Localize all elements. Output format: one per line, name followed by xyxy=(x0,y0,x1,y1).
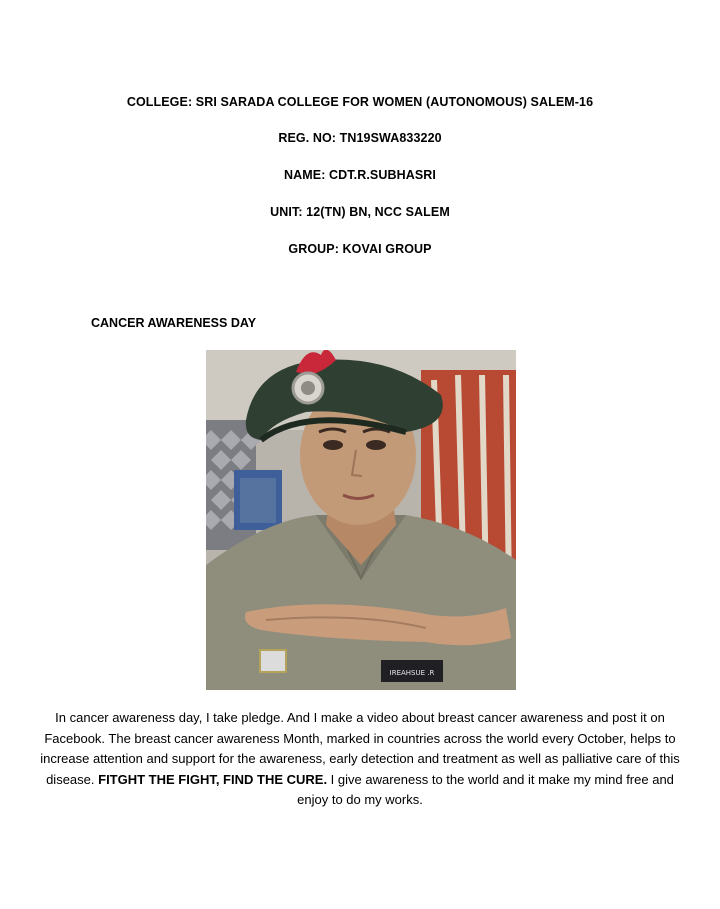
college-line: COLLEGE: SRI SARADA COLLEGE FOR WOMEN (AUTONOMOUS) SALEM-16 xyxy=(126,95,594,109)
group-line: GROUP: KOVAI GROUP xyxy=(288,242,432,256)
body-paragraph xyxy=(30,708,690,811)
paragraph-text-part2: I give awareness to the world and it make my mind free and enjoy to do my works. xyxy=(297,771,674,808)
reg-no-line: REG. NO: TN19SWA833220 xyxy=(278,131,442,145)
unit-line: UNIT: 12(TN) BN, NCC SALEM xyxy=(270,205,450,219)
paragraph-text-part1: In cancer awareness day, I take pledge. And I make a video about breast cancer awareness and post it on Facebook. The breast cancer awareness Month, marked in countries across the world every October, helps to increase attention and support for the awareness, early detection and treatment as well as palliative care of this disease. xyxy=(40,710,680,787)
name-line: NAME: CDT.R.SUBHASRI xyxy=(284,168,436,182)
paragraph-emphasis: FITGHT THE FIGHT, FIND THE CURE. xyxy=(98,771,328,787)
cadet-photo xyxy=(206,350,516,690)
section-title: CANCER AWARENESS DAY xyxy=(91,316,257,330)
name-tag-text: IREAHSUE .R xyxy=(389,669,435,677)
